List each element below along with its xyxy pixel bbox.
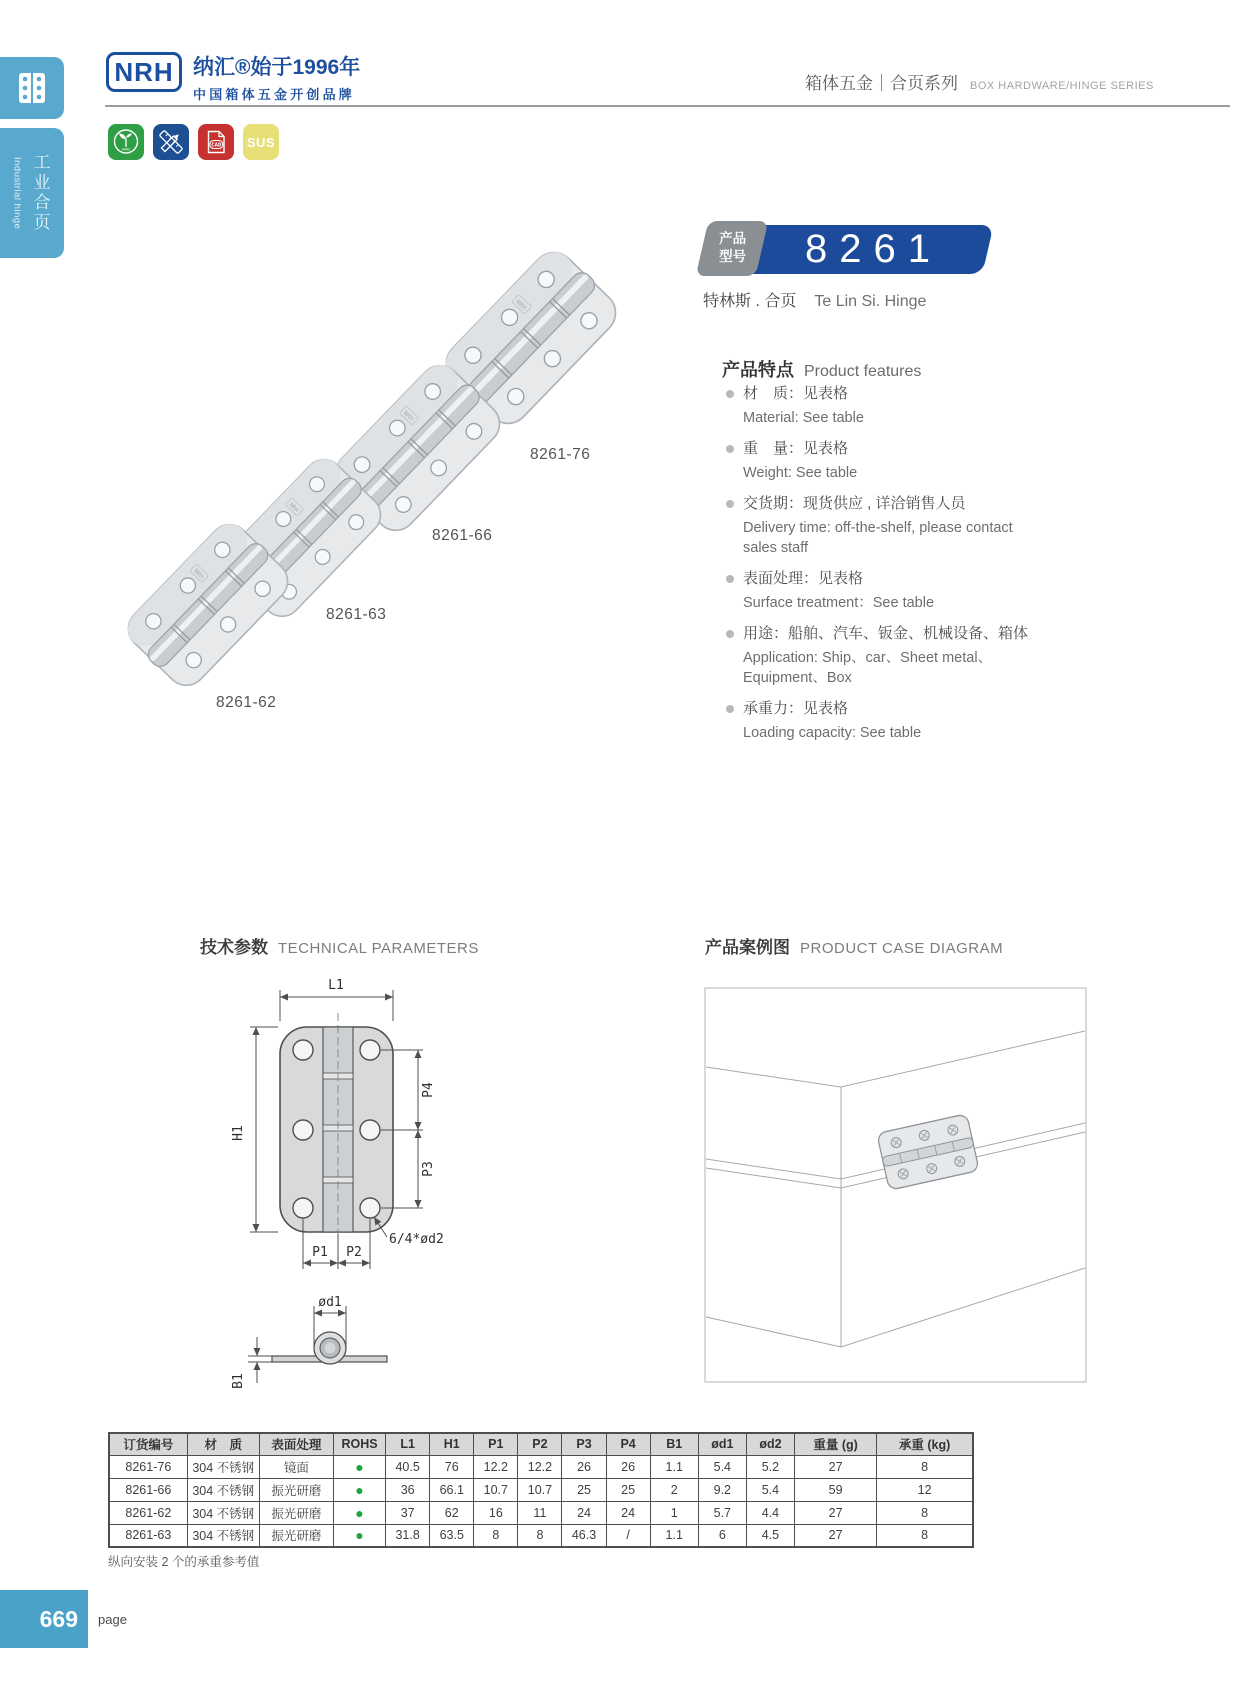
svg-text:P1: P1 — [312, 1245, 328, 1260]
nrh-logo — [106, 52, 182, 92]
bullet-icon — [726, 500, 734, 508]
nrh-logo-text: NRH — [114, 56, 174, 87]
model-number: 8261 — [804, 227, 942, 271]
feature-en: Loading capacity: See table — [743, 725, 922, 741]
col-material: 材 质 — [187, 1433, 259, 1455]
feature-item — [726, 438, 1206, 483]
photo-label: 8261-76 — [530, 446, 591, 463]
case-title-en: PRODUCT CASE DIAGRAM — [800, 940, 1004, 957]
spec-table — [108, 1432, 974, 1548]
model-tag-line1: 产品 — [718, 231, 746, 247]
col-surface: 表面处理 — [259, 1433, 333, 1455]
technical-drawing — [180, 975, 520, 1415]
table-row: 8261-62 304 不锈钢 振光研磨 ● 37 62 16 11 24 24 1 5.7 4.4 27 8 — [109, 1501, 973, 1524]
product-name-cn: 特林斯 . 合页 — [703, 293, 797, 310]
tech-title-en: TECHNICAL PARAMETERS — [278, 940, 479, 957]
design-tools-icon — [153, 124, 189, 160]
photo-label: 8261-62 — [216, 694, 277, 711]
table-row: 8261-66 304 不锈钢 振光研磨 ● 36 66.1 10.7 10.7 25 25 2 9.2 5.4 59 12 — [109, 1478, 973, 1501]
bullet-icon — [726, 575, 734, 583]
svg-text:H1: H1 — [231, 1125, 246, 1141]
svg-text:ROHS: ROHS — [121, 147, 131, 152]
cert-badges — [108, 124, 279, 160]
category-label-en: Industrial hinge — [11, 156, 23, 230]
bullet-icon — [726, 445, 734, 453]
features-list — [726, 383, 1206, 753]
bullet-icon — [726, 705, 734, 713]
svg-text:ød1: ød1 — [318, 1295, 342, 1310]
rohs-dot: ● — [333, 1478, 385, 1501]
series-header — [805, 69, 1154, 94]
svg-text:B1: B1 — [231, 1373, 246, 1389]
bullet-icon — [726, 630, 734, 638]
feature-en: Material: See table — [743, 410, 864, 426]
col-weight: 重量 (g) — [794, 1433, 876, 1455]
feature-en: Weight: See table — [743, 465, 858, 481]
sus-icon — [243, 124, 279, 160]
feature-item — [726, 698, 1206, 743]
col-od2: ød2 — [746, 1433, 794, 1455]
rohs-dot: ● — [333, 1524, 385, 1547]
sidebar-category-tab[interactable] — [0, 57, 64, 119]
feature-cn: 表面处理：见表格 — [743, 570, 864, 587]
col-capacity: 承重 (kg) — [877, 1433, 973, 1455]
model-tag-line2: 型号 — [718, 249, 746, 265]
brand-block — [193, 51, 360, 103]
feature-en: Application: Ship、car、Sheet metal、Equipment、Box — [743, 650, 993, 686]
col-rohs: ROHS — [333, 1433, 385, 1455]
col-b1: B1 — [650, 1433, 698, 1455]
feature-item — [726, 383, 1206, 428]
svg-text:6/4*ød2: 6/4*ød2 — [389, 1232, 444, 1247]
rohs-dot: ● — [333, 1455, 385, 1478]
sidebar-category-label[interactable] — [0, 128, 64, 258]
col-od1: ød1 — [698, 1433, 746, 1455]
sus-label: SUS — [246, 134, 276, 150]
header-divider — [105, 105, 1230, 107]
tech-title-cn: 技术参数 — [200, 938, 268, 957]
feature-cn: 用途：船舶、汽车、钣金、机械设备、箱体 — [743, 625, 1029, 642]
photo-label: 8261-63 — [326, 606, 387, 623]
feature-item — [726, 493, 1206, 558]
feature-cn: 承重力：见表格 — [743, 700, 849, 717]
col-p2: P2 — [518, 1433, 562, 1455]
hinge-icon — [18, 72, 46, 104]
feature-cn: 材 质：见表格 — [743, 385, 849, 402]
product-name — [703, 288, 926, 311]
col-p1: P1 — [474, 1433, 518, 1455]
series-title-en: BOX HARDWARE/HINGE SERIES — [970, 80, 1154, 92]
rohs-dot: ● — [333, 1501, 385, 1524]
brand-slogan-1: 纳汇®始于1996年 — [193, 56, 361, 79]
case-diagram — [704, 987, 1088, 1387]
feature-cn: 交货期：现货供应 , 详洽销售人员 — [743, 495, 966, 512]
features-title-cn: 产品特点 — [722, 360, 794, 380]
product-name-en: Te Lin Si. Hinge — [814, 293, 927, 310]
tech-params-title — [200, 933, 479, 958]
features-title-en: Product features — [804, 363, 922, 380]
table-row: 8261-76 304 不锈钢 镜面 ● 40.5 76 12.2 12.2 26 26 1.1 5.4 5.2 27 8 — [109, 1455, 973, 1478]
col-l1: L1 — [386, 1433, 430, 1455]
category-label-cn: 工业合页 — [30, 153, 50, 233]
bullet-icon — [726, 390, 734, 398]
feature-en: Surface treatment：See table — [743, 595, 935, 611]
feature-item — [726, 623, 1206, 688]
svg-text:P2: P2 — [346, 1245, 362, 1260]
col-h1: H1 — [430, 1433, 474, 1455]
model-tag — [696, 221, 769, 276]
col-p3: P3 — [562, 1433, 606, 1455]
page-number: 669 — [39, 1605, 78, 1632]
brand-slogan-2: 中国箱体五金开创品牌 — [193, 87, 356, 102]
feature-cn: 重 量：见表格 — [743, 440, 849, 457]
svg-text:L1: L1 — [328, 978, 344, 993]
feature-en: Delivery time: off-the-shelf, please contact sales staff — [743, 520, 1013, 556]
photo-label: 8261-66 — [432, 527, 493, 544]
features-title — [722, 356, 921, 382]
table-note: 纵向安装 2 个的承重参考值 — [108, 1555, 260, 1569]
svg-text:P3: P3 — [421, 1161, 436, 1177]
col-order-no: 订货编号 — [109, 1433, 187, 1455]
table-header-row — [109, 1433, 973, 1455]
page-word: page — [98, 1612, 127, 1627]
cad-icon — [198, 124, 234, 160]
col-p4: P4 — [606, 1433, 650, 1455]
svg-text:P4: P4 — [421, 1082, 436, 1098]
model-number-badge — [742, 225, 993, 274]
case-title-cn: 产品案例图 — [705, 938, 790, 957]
series-title-cn: 箱体五金｜合页系列 — [805, 74, 958, 93]
feature-item — [726, 568, 1206, 613]
table-row: 8261-63 304 不锈钢 振光研磨 ● 31.8 63.5 8 8 46.3 / 1.1 6 4.5 27 8 — [109, 1524, 973, 1547]
case-diagram-title — [705, 933, 1003, 958]
page-number-tab — [0, 1590, 88, 1648]
rohs-eco-icon — [108, 124, 144, 160]
svg-text:CAD: CAD — [211, 142, 222, 149]
